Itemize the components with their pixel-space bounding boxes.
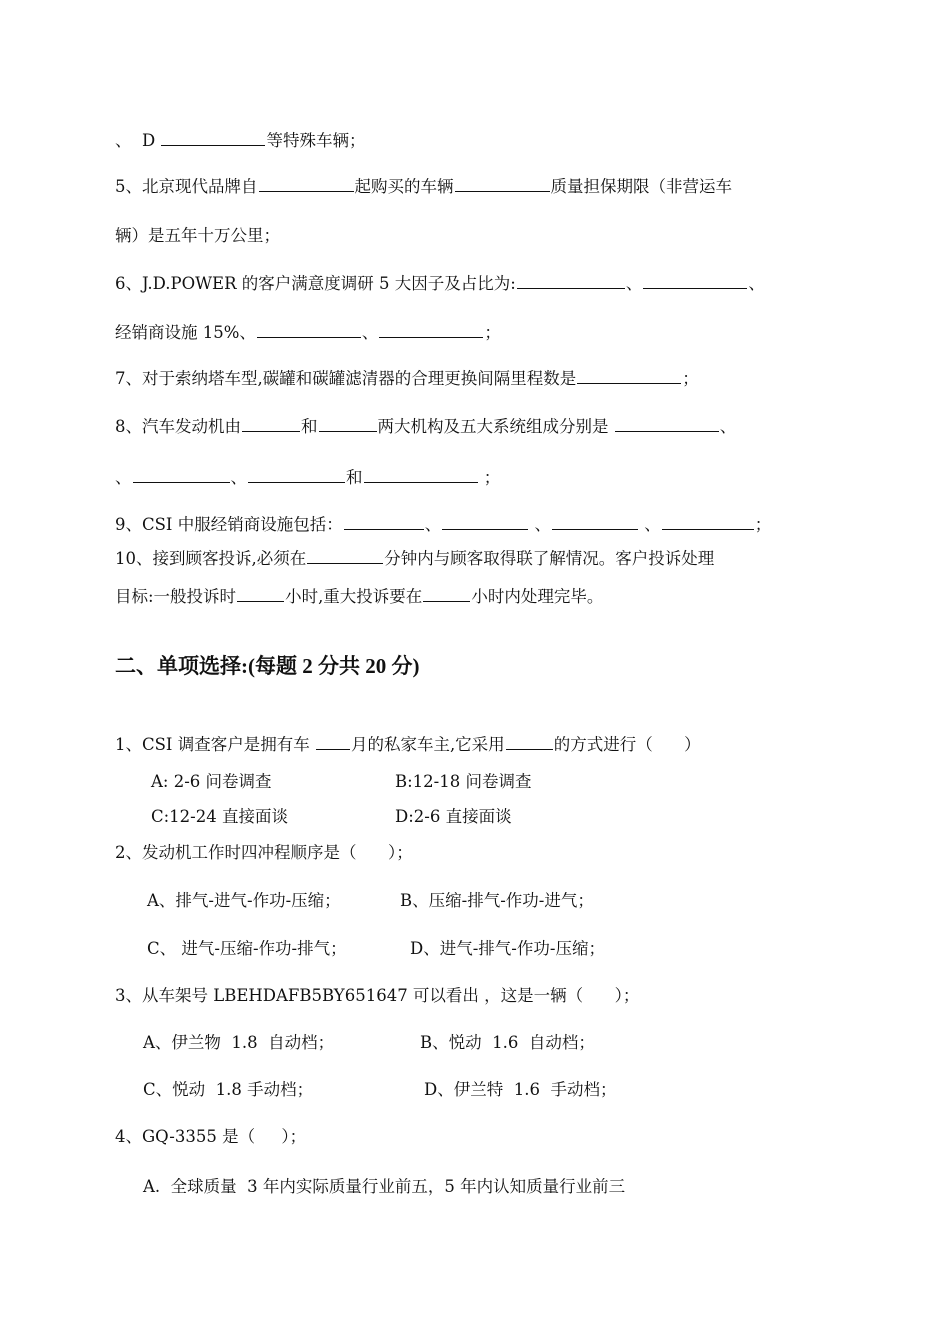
q10-text-5: 小时内处理完毕。 [471,587,604,606]
q5-blank-1[interactable] [259,175,354,192]
q6-text-1: 6、J.D.POWER 的客户满意度调研 5 大因子及占比为: [115,274,516,293]
q9-sep-2: 、 [529,515,551,534]
c1-text-2: 月的私家车主,它采用 [350,735,505,754]
c1-option-a[interactable]: A: 2-6 问卷调查 [151,772,272,791]
c1-text-1: 1、CSI 调查客户是拥有车 [115,735,315,754]
c1-option-c[interactable]: C:12-24 直接面谈 [151,807,288,826]
q8-blank-4[interactable] [133,466,230,483]
c2-option-b[interactable]: B、压缩-排气-作功-进气； [400,891,594,910]
choice-question-4: 4、GQ-3355 是（ ）； [115,1127,307,1146]
q10-text-1: 10、接到顾客投诉,必须在 [115,549,307,568]
q9-blank-4[interactable] [662,513,754,530]
q6-blank-4[interactable] [379,321,483,338]
q5-text-2: 起购买的车辆 [354,177,454,196]
q6-text-2: 经销商设施 15%、 [115,323,256,342]
question-6 [115,272,765,295]
q8-blank-2[interactable] [319,415,377,432]
question-8-cont [115,466,500,489]
c1-blank-1[interactable] [316,733,350,750]
q10-text-3: 目标:一般投诉时 [115,587,237,606]
q8-blank-6[interactable] [364,466,478,483]
q8-sep-2: 、 [230,468,247,487]
q8-lead: 、 [115,468,132,487]
c2-option-d[interactable]: D、进气-排气-作功-压缩； [410,939,605,958]
q8-blank-1[interactable] [242,415,300,432]
q8-text-2: 两大机构及五大系统组成分别是 [377,417,614,436]
blank-d[interactable] [161,129,265,146]
q7-end: ； [682,369,699,388]
q8-sep-1: 、 [719,417,737,436]
q9-blank-3[interactable] [552,513,638,530]
c1-option-b[interactable]: B:12-18 问卷调查 [395,772,532,791]
c3-option-d[interactable]: D、伊兰特 1.6 手动档； [424,1080,617,1099]
c3-option-a[interactable]: A、伊兰物 1.8 自动档； [143,1033,335,1052]
q10-text-4: 小时,重大投诉要在 [285,587,423,606]
fill-line-d [115,129,365,152]
q6-blank-3[interactable] [257,321,361,338]
choice-question-2: 2、发动机工作时四冲程顺序是（ ）； [115,843,413,862]
q6-blank-1[interactable] [517,272,625,289]
c1-text-3: 的方式进行（ ） [553,735,701,754]
q8-and-1: 和 [301,417,318,436]
c3-option-c[interactable]: C、悦动 1.8 手动档； [143,1080,314,1099]
q8-text-1: 8、汽车发动机由 [115,417,241,436]
question-5-cont: 辆）是五年十万公里； [115,226,280,245]
q8-end: ； [478,468,501,487]
question-7 [115,367,699,390]
question-5 [115,175,732,198]
q6-sep-2: 、 [748,274,765,293]
q7-blank[interactable] [577,367,681,384]
q9-sep-3: 、 [638,515,661,534]
q9-end: ； [754,515,772,534]
q9-blank-1[interactable] [344,513,424,530]
q10-blank-3[interactable] [423,585,470,602]
q10-blank-1[interactable] [307,547,383,564]
q6-sep-3: 、 [361,323,379,342]
q8-blank-5[interactable] [248,466,345,483]
q6-sep-1: 、 [625,274,643,293]
question-6-cont [115,321,501,344]
c1-blank-2[interactable] [506,733,553,750]
q10-blank-2[interactable] [237,585,284,602]
c4-option-a[interactable]: A. 全球质量 3 年内实际质量行业前五，5 年内认知质量行业前三 [143,1177,626,1196]
q9-text: 9、CSI 中服经销商设施包括： [115,515,343,534]
q7-text: 7、对于索纳塔车型,碳罐和碳罐滤清器的合理更换间隔里程数是 [115,369,577,388]
section-2-title: 二、单项选择:(每题 2 分共 20 分) [115,654,420,678]
c1-option-d[interactable]: D:2-6 直接面谈 [395,807,512,826]
q6-end: ； [484,323,501,342]
q8-and-2: 和 [346,468,363,487]
line-d-suffix: 等特殊车辆； [266,131,366,150]
c2-option-a[interactable]: A、排气-进气-作功-压缩； [147,891,341,910]
q9-blank-2[interactable] [442,513,528,530]
question-9 [115,513,771,536]
c2-option-c[interactable]: C、 进气-压缩-作功-排气； [147,939,347,958]
q9-sep-1: 、 [424,515,442,534]
q5-text-1: 5、北京现代品牌自 [115,177,258,196]
q5-text-3: 质量担保期限（非营运车 [550,177,732,196]
line-d-prefix: 、 D [115,131,161,150]
choice-question-1 [115,733,701,756]
q8-blank-3[interactable] [615,415,719,432]
q5-blank-2[interactable] [455,175,550,192]
q10-text-2: 分钟内与顾客取得联了解情况。客户投诉处理 [384,549,715,568]
question-10-cont [115,585,603,608]
choice-question-3: 3、从车架号 LBEHDAFB5BY651647 可以看出 ，这是一辆（ ）； [115,986,640,1005]
c3-option-b[interactable]: B、悦动 1.6 自动档； [420,1033,595,1052]
question-10 [115,547,714,570]
question-8 [115,415,736,438]
q6-blank-2[interactable] [643,272,747,289]
